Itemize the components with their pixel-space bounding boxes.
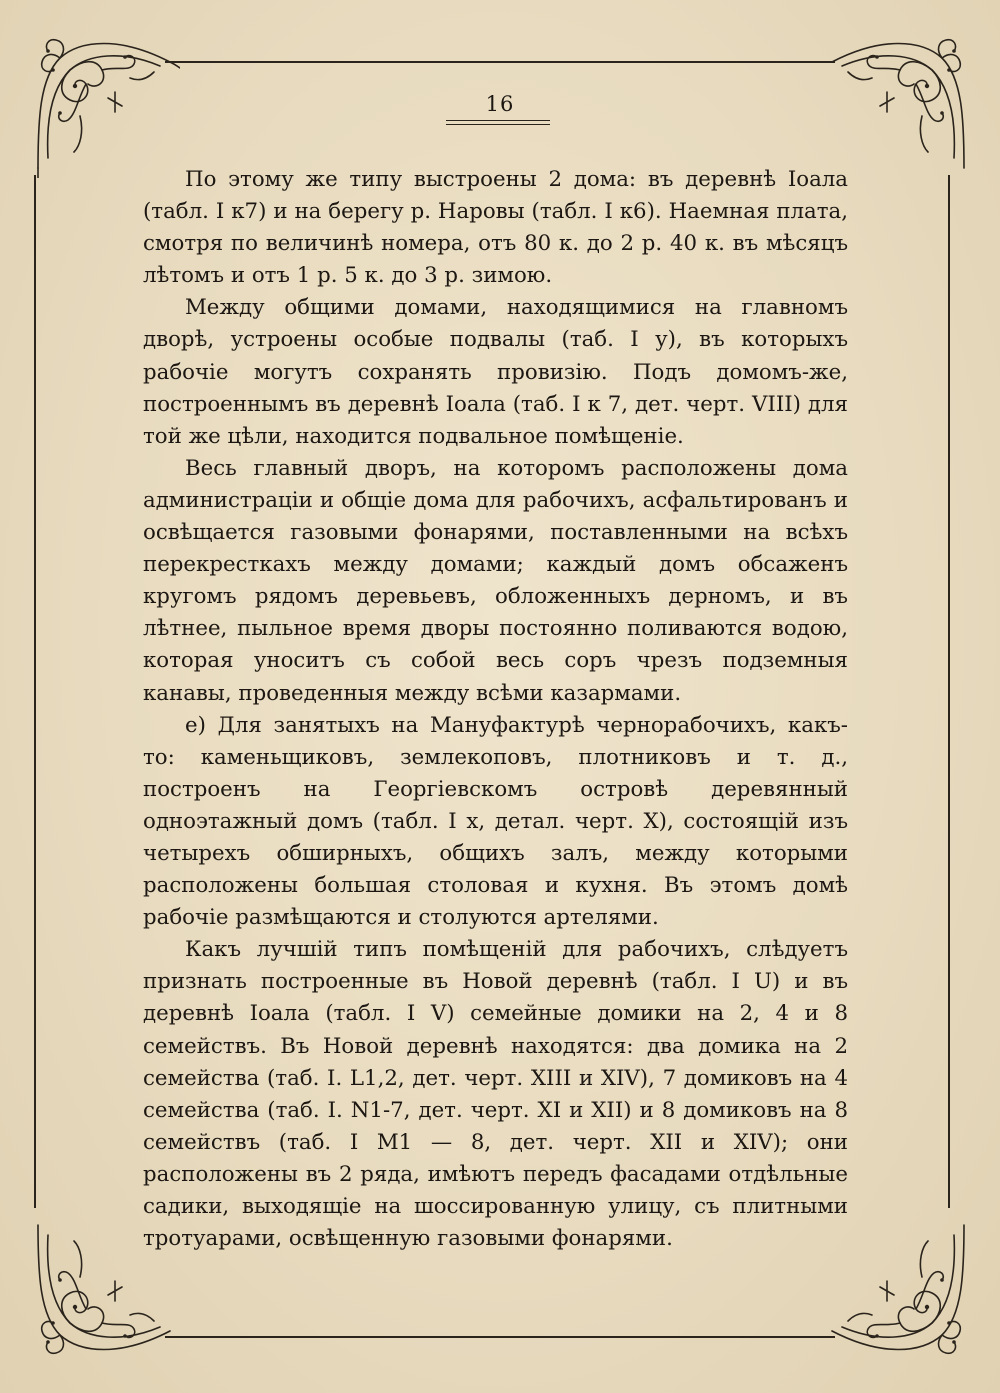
frame-right-line [948, 175, 950, 1208]
frame-top-line [165, 61, 835, 63]
page-number-rule [446, 120, 550, 121]
page-number: 16 [485, 92, 515, 116]
frame-left-line [34, 175, 36, 1208]
frame-bottom-line [165, 1336, 835, 1338]
paragraph: Между общими домами, находящимися на главномъ дворѣ, устроены особые подвалы (таб. I у), въ которыхъ рабочіе могутъ сохранять провизію. Подъ домомъ-же, построеннымъ въ деревнѣ Іоала (таб. I к 7, дет. черт. VIII) для той же цѣли, находится подвальное помѣщеніе. [143, 295, 848, 449]
page-number-rule [446, 124, 550, 125]
paragraph: Весь главный дворъ, на которомъ расположены дома администраціи и общіе дома для рабочихъ, асфальтированъ и освѣщается газовыми фонарями, поставленными на всѣхъ перекресткахъ между домами; каждый домъ обсаженъ кругомъ рядомъ деревьевъ, обложенныхъ дерномъ, и въ лѣтнее, пыльное время дворы постоянно поливаются водою, которая уноситъ съ собой весь соръ чрезъ подземныя канавы, проведенныя между всѣми казармами. [143, 455, 848, 706]
paragraph: По этому же типу выстроены 2 дома: въ деревнѣ Іоала (табл. I к7) и на берегу р. Наровы (табл. I к6). Наемная плата, смотря по величинѣ номера, отъ 80 к. до 2 р. 40 к. въ мѣсяцъ лѣтомъ и отъ 1 р. 5 к. до 3 р. зимою. [143, 167, 848, 289]
paragraph: e) Для занятыхъ на Мануфактурѣ чернорабочихъ, какъ-то: каменьщиковъ, землекоповъ, плотниковъ и т. д., построенъ на Георгіевскомъ островѣ деревянный одноэтажный домъ (табл. I х, детал. черт. X), состоящій изъ четырехъ обширныхъ, общихъ залъ, между которыми расположены большая столовая и кухня. Въ этомъ домѣ рабочіе размѣщаются и столуются артелями. [143, 712, 848, 931]
paragraph: Какъ лучшій типъ помѣщеній для рабочихъ, слѣдуетъ признать построенные въ Новой деревнѣ (табл. I U) и въ деревнѣ Іоала (табл. I V) семейные домики на 2, 4 и 8 семействъ. Въ Новой деревнѣ находятся: два домика на 2 семейства (таб. I. L1,2, дет. черт. XIII и XIV), 7 домиковъ на 4 семейства (таб. I. N1-7, дет. черт. XI и XII) и 8 домиковъ на 8 семействъ (таб. I M1 — 8, дет. черт. XII и XIV); они расположены въ 2 ряда, имѣютъ передъ фасадами отдѣльные садики, выходящіе на шоссированную улицу, съ плитными тротуарами, освѣщенную газовыми фонарями. [143, 937, 848, 1252]
body-text [143, 164, 848, 1255]
